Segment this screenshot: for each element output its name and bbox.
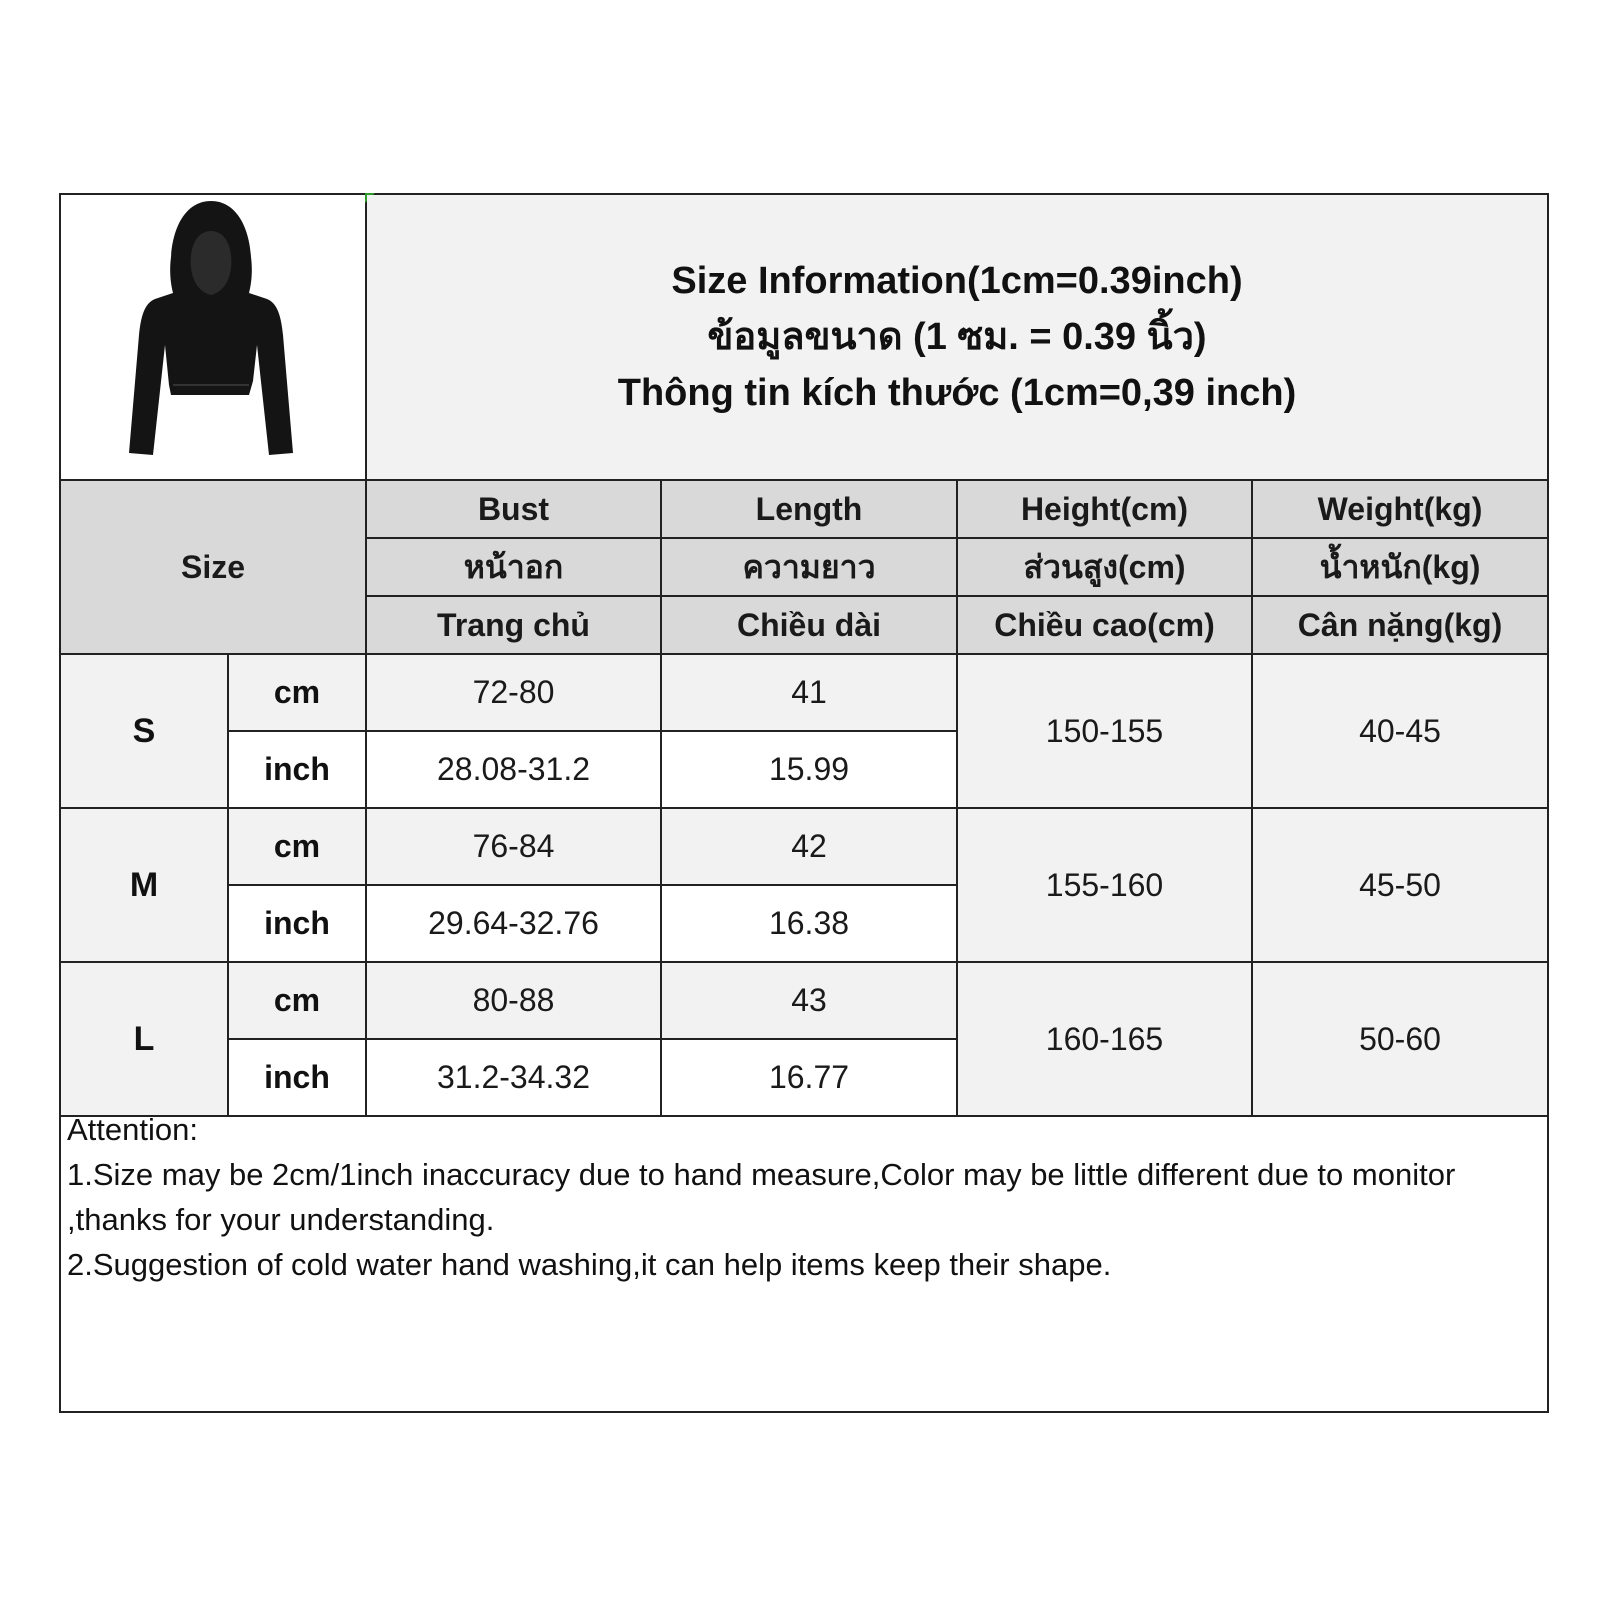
header-bust-th: หน้าอก (367, 539, 662, 597)
length-cm: 43 (662, 963, 958, 1040)
bust-inch: 28.08-31.2 (367, 732, 662, 809)
header-length-en: Length (662, 481, 958, 539)
header-weight-en: Weight(kg) (1253, 481, 1547, 539)
size-chart (59, 193, 1549, 1413)
title-th: ข้อมูลขนาด (1 ซม. = 0.39 นิ้ว) (707, 316, 1207, 358)
length-inch: 16.38 (662, 886, 958, 963)
attention-notes (67, 1107, 1537, 1287)
bust-cm: 72-80 (367, 655, 662, 732)
notes-line-2: 2.Suggestion of cold water hand washing,it can help items keep their shape. (67, 1247, 1112, 1282)
header-length-th: ความยาว (662, 539, 958, 597)
height-range: 150-155 (958, 655, 1253, 809)
weight-range: 50-60 (1253, 963, 1547, 1117)
unit-inch: inch (229, 1040, 367, 1117)
weight-range: 45-50 (1253, 809, 1547, 963)
length-inch: 15.99 (662, 732, 958, 809)
weight-range: 40-45 (1253, 655, 1547, 809)
header-height-th: ส่วนสูง(cm) (958, 539, 1253, 597)
bust-cm: 80-88 (367, 963, 662, 1040)
notes-heading: Attention: (67, 1112, 198, 1147)
unit-cm: cm (229, 963, 367, 1040)
height-range: 155-160 (958, 809, 1253, 963)
unit-inch: inch (229, 732, 367, 809)
header-bust-vi: Trang chủ (367, 597, 662, 655)
header-length-vi: Chiều dài (662, 597, 958, 655)
length-inch: 16.77 (662, 1040, 958, 1117)
size-m: M (61, 809, 229, 963)
size-s: S (61, 655, 229, 809)
title-block (367, 195, 1547, 481)
bust-inch: 29.64-32.76 (367, 886, 662, 963)
size-header: Size (61, 481, 367, 655)
height-range: 160-165 (958, 963, 1253, 1117)
size-l: L (61, 963, 229, 1117)
header-height-vi: Chiều cao(cm) (958, 597, 1253, 655)
bust-cm: 76-84 (367, 809, 662, 886)
title-vi: Thông tin kích thước (1cm=0,39 inch) (617, 372, 1297, 414)
header-weight-th: น้ำหนัก(kg) (1253, 539, 1547, 597)
header-weight-vi: Cân nặng(kg) (1253, 597, 1547, 655)
header-height-en: Height(cm) (958, 481, 1253, 539)
bust-inch: 31.2-34.32 (367, 1040, 662, 1117)
black-cropped-hoodie-icon (61, 195, 363, 477)
unit-inch: inch (229, 886, 367, 963)
unit-cm: cm (229, 655, 367, 732)
product-image (61, 195, 367, 481)
unit-cm: cm (229, 809, 367, 886)
title-en: Size Information(1cm=0.39inch) (671, 260, 1243, 302)
length-cm: 42 (662, 809, 958, 886)
length-cm: 41 (662, 655, 958, 732)
notes-line-1: 1.Size may be 2cm/1inch inaccuracy due to hand measure,Color may be little different due to monitor ,thanks for your understanding. (67, 1157, 1456, 1237)
header-bust-en: Bust (367, 481, 662, 539)
